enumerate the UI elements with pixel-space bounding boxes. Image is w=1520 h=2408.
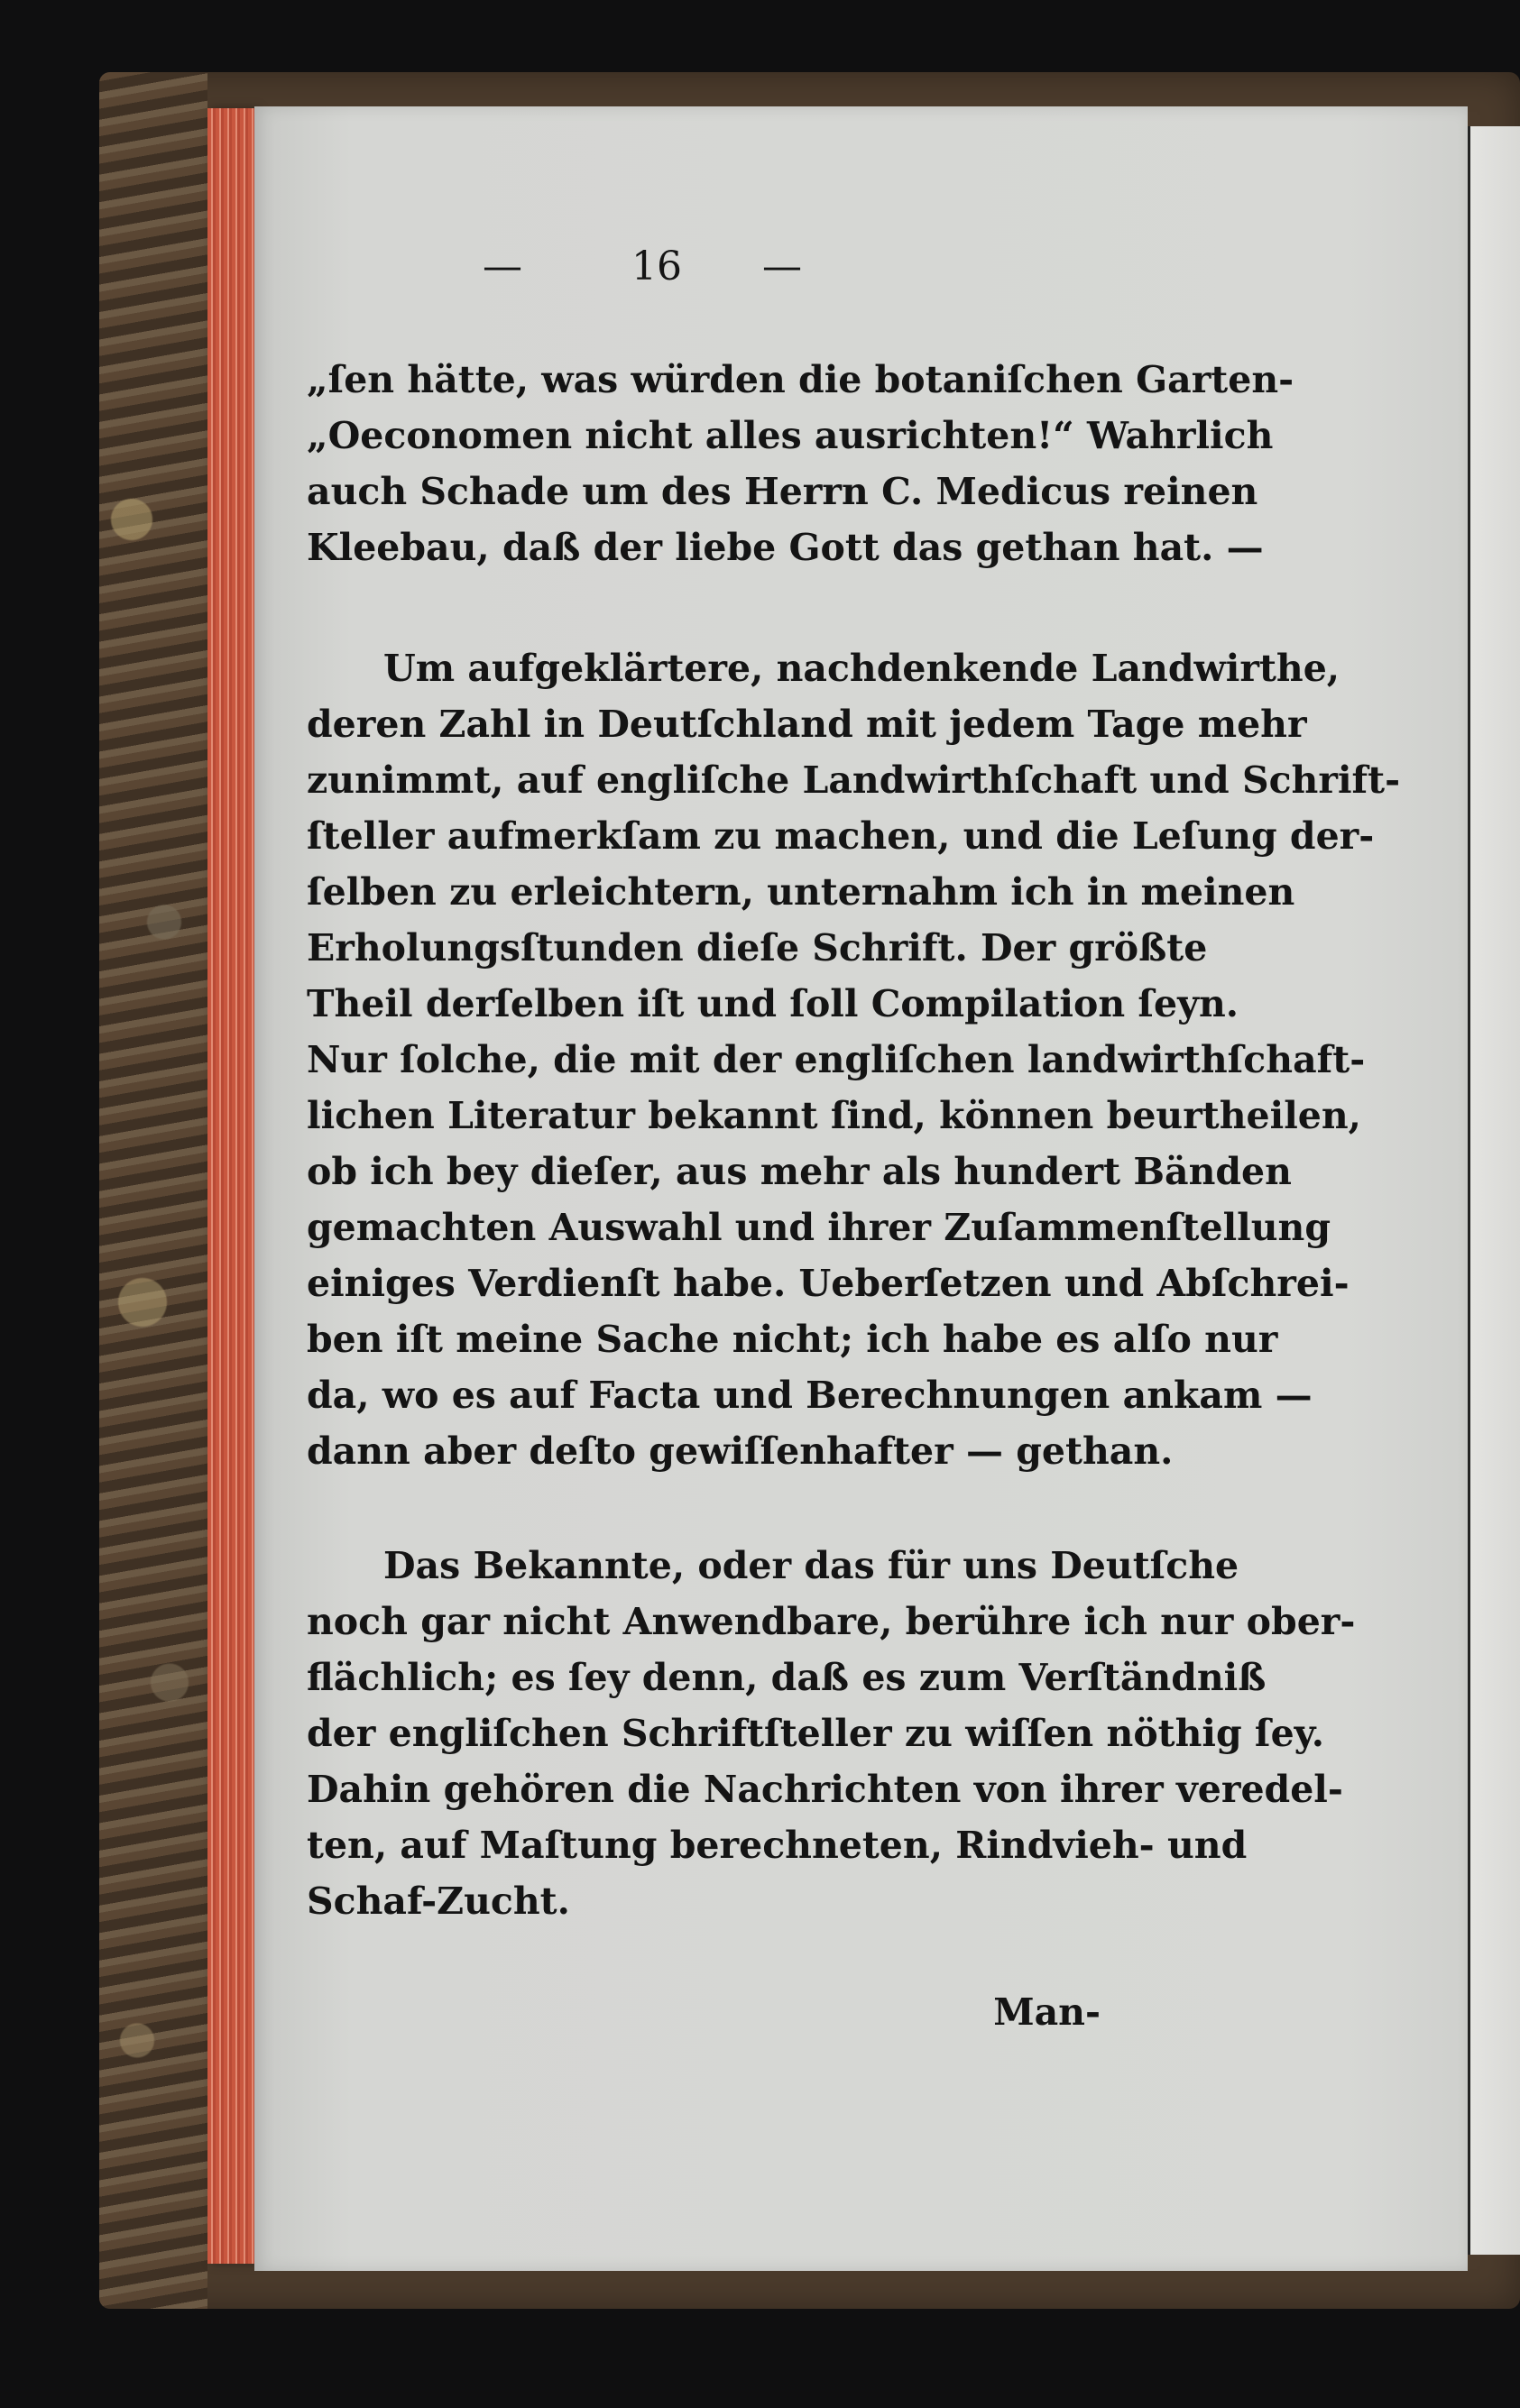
text-line: Schaf-Zucht. xyxy=(307,1880,570,1923)
text-line: Theil derſelben iſt und ſoll Compilation ſeyn. xyxy=(307,982,1239,1025)
right-page-edge xyxy=(1468,126,1520,2255)
text-line: deren Zahl in Deutſchland mit jedem Tage mehr xyxy=(307,703,1307,746)
paragraph-3 xyxy=(307,1538,1356,1929)
page-header xyxy=(307,244,1101,298)
catchword: Man- xyxy=(993,1990,1101,2034)
text-line: Erholungsſtunden dieſe Schrift. Der größte xyxy=(307,926,1208,970)
text-line: zunimmt, auf engliſche Landwirthſchaft und Schrift- xyxy=(307,758,1401,802)
paragraph-2 xyxy=(307,640,1401,1479)
text-line: noch gar nicht Anwendbare, berühre ich nur ober- xyxy=(307,1600,1356,1643)
paragraph-1 xyxy=(307,352,1294,575)
text-line: ſelben zu erleichtern, unternahm ich in meinen xyxy=(307,870,1295,914)
text-line: Nur ſolche, die mit der engliſchen landwirthſchaft- xyxy=(307,1038,1366,1081)
header-dash-left: — xyxy=(483,244,522,290)
text-line: Dahin gehören die Nachrichten von ihrer veredel- xyxy=(307,1768,1343,1811)
text-line: Das Bekannte, oder das für uns Deutſche xyxy=(383,1544,1239,1587)
text-line: gemachten Auswahl und ihrer Zuſammenſtellung xyxy=(307,1206,1331,1249)
marbled-cover-board xyxy=(99,72,207,2309)
text-line: Um aufgeklärtere, nachdenkende Landwirthe, xyxy=(383,647,1340,690)
text-line: der engliſchen Schriftſteller zu wiſſen nöthig ſey. xyxy=(307,1712,1325,1755)
text-line: da, wo es auf Facta und Berechnungen ankam — xyxy=(307,1374,1313,1417)
text-line: ob ich bey dieſer, aus mehr als hundert Bänden xyxy=(307,1150,1292,1193)
text-line: lichen Literatur bekannt ſind, können beurtheilen, xyxy=(307,1094,1361,1137)
text-line: „Oeconomen nicht alles ausrichten!“ Wahrlich xyxy=(307,414,1274,457)
text-line: ſteller aufmerkſam zu machen, und die Leſung der- xyxy=(307,814,1375,858)
text-line: ten, auf Maſtung berechneten, Rindvieh- und xyxy=(307,1824,1248,1867)
page-number: 16 xyxy=(631,244,682,290)
text-line: dann aber deſto gewiſſenhafter — gethan. xyxy=(307,1429,1174,1473)
header-dash-right: — xyxy=(762,244,802,290)
text-line: ben iſt meine Sache nicht; ich habe es alſo nur xyxy=(307,1318,1278,1361)
text-line: einiges Verdienſt habe. Ueberſetzen und Abſchrei- xyxy=(307,1262,1350,1305)
text-line: flächlich; es ſey denn, daß es zum Verſtändniß xyxy=(307,1656,1267,1699)
text-line: Kleebau, daß der liebe Gott das gethan hat. — xyxy=(307,526,1264,569)
text-line: auch Schade um des Herrn C. Medicus reinen xyxy=(307,470,1258,513)
red-page-edges xyxy=(207,108,256,2264)
text-line: „ſen hätte, was würden die botaniſchen Garten- xyxy=(307,358,1294,401)
